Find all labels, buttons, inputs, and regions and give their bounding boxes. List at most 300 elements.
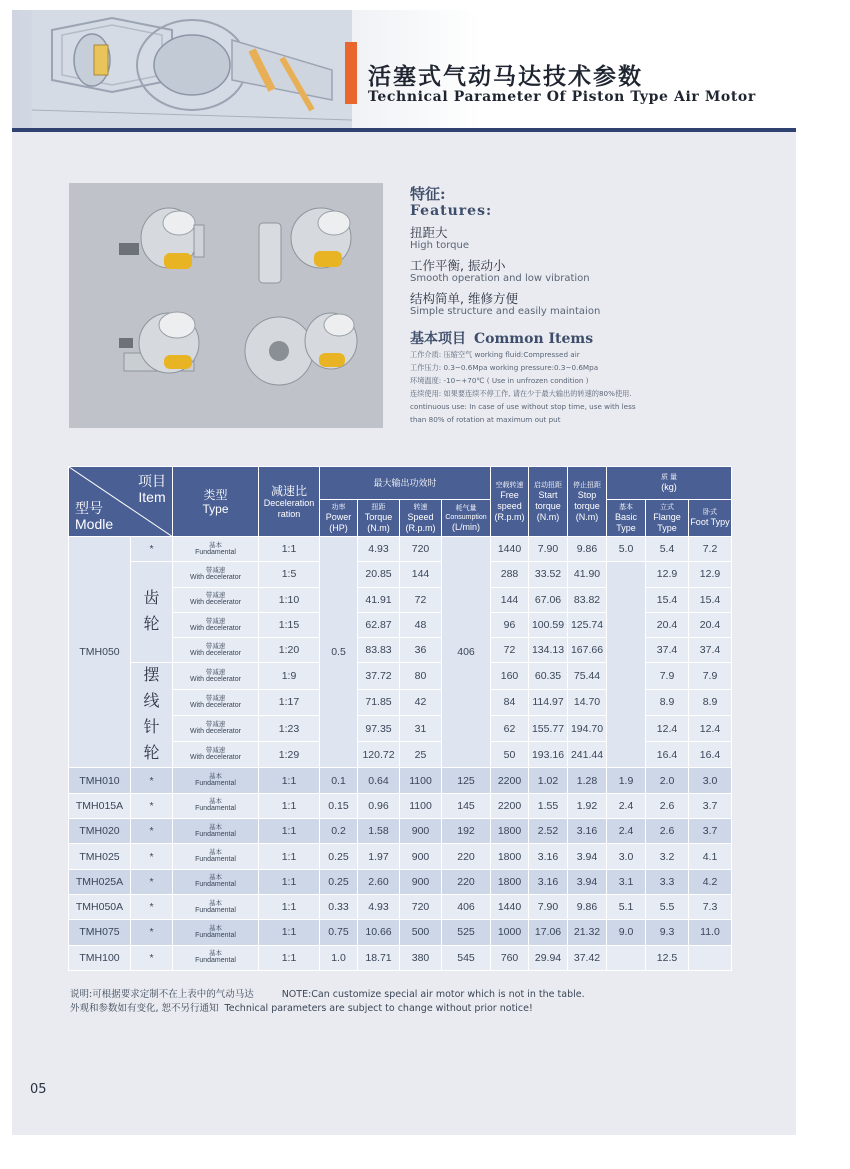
start-torque-cell: 100.59: [529, 612, 568, 637]
speed-cell: 1100: [400, 768, 442, 793]
torque-cell: 120.72: [358, 742, 400, 768]
table-row: [69, 768, 732, 793]
type-cell: [173, 689, 259, 715]
table-row: [69, 562, 732, 587]
start-torque-cell: 1.55: [529, 793, 568, 818]
start-torque-cell: 60.35: [529, 663, 568, 689]
stop-torque-cell: 1.28: [568, 768, 607, 793]
type-cell: [173, 793, 259, 818]
torque-cell: 4.93: [358, 894, 400, 919]
header-flange-cn: 立式: [660, 503, 674, 511]
stop-torque-cell: 41.90: [568, 562, 607, 587]
header-weight-unit: (kg): [661, 482, 677, 492]
basic-weight-cell: 5.1: [607, 894, 646, 919]
model-cell: TMH015A: [69, 793, 131, 818]
header-stop-torque: [568, 467, 607, 537]
common-item-line: 工作压力: 0.3~0.6Mpa working pressure:0.3~0.6Mpa: [410, 363, 599, 372]
note-line-1: [70, 988, 585, 1002]
ratio-cell: 1:1: [259, 819, 320, 844]
stop-torque-cell: 1.92: [568, 793, 607, 818]
type-cn: 带减速: [205, 721, 226, 729]
gear-label-char: 齿: [143, 590, 160, 608]
type-en: With decelerator: [190, 754, 241, 762]
start-torque-cell: 134.13: [529, 638, 568, 663]
common-items-heading-cn: 基本项目: [410, 331, 466, 347]
header-free-unit: (R.p.m): [494, 511, 525, 522]
header-torque-unit: (N.m): [367, 522, 390, 533]
air-cell: 545: [442, 945, 491, 970]
header-air-unit: (L/min): [451, 521, 480, 532]
free-speed-cell: 72: [491, 638, 529, 663]
ratio-cell: 1:1: [259, 844, 320, 869]
start-torque-cell: 29.94: [529, 945, 568, 970]
type-en: Fundamental: [195, 957, 236, 965]
start-torque-cell: 193.16: [529, 742, 568, 768]
type-cell: [173, 638, 259, 663]
table-row: [69, 945, 732, 970]
feature-item: [410, 291, 790, 318]
page-title-en: Technical Parameter Of Piston Type Air Motor: [368, 89, 756, 105]
ratio-cell: 1:10: [259, 587, 320, 612]
model-cell: TMH020: [69, 819, 131, 844]
header-start-en: Start torque: [535, 489, 561, 511]
ratio-cell: 1:1: [259, 945, 320, 970]
free-speed-cell: 160: [491, 663, 529, 689]
speed-cell: 380: [400, 945, 442, 970]
foot-weight-cell: 12.4: [689, 715, 732, 741]
flange-weight-cell: 20.4: [646, 612, 689, 637]
header-power-unit: (HP): [329, 522, 348, 533]
free-speed-cell: 50: [491, 742, 529, 768]
type-cn: 带减速: [205, 694, 226, 702]
flange-weight-cell: 9.3: [646, 920, 689, 945]
header-max-output: [320, 467, 491, 500]
start-torque-cell: 114.97: [529, 689, 568, 715]
header-speed-unit: (R.p.m): [405, 522, 436, 533]
type-cell: [173, 894, 259, 919]
type-cn: 基本: [209, 924, 222, 932]
stop-torque-cell: 241.44: [568, 742, 607, 768]
table-row: [69, 819, 732, 844]
type-en: With decelerator: [190, 649, 241, 657]
speed-cell: 31: [400, 715, 442, 741]
features-heading-en: Features:: [410, 203, 493, 219]
free-speed-cell: 1800: [491, 819, 529, 844]
parameter-table: [68, 466, 732, 971]
header-model-item: [69, 467, 173, 537]
flange-weight-cell: 7.9: [646, 663, 689, 689]
torque-cell: 41.91: [358, 587, 400, 612]
speed-cell: 72: [400, 587, 442, 612]
speed-cell: 36: [400, 638, 442, 663]
speed-cell: 42: [400, 689, 442, 715]
speed-cell: 500: [400, 920, 442, 945]
start-torque-cell: 155.77: [529, 715, 568, 741]
ratio-cell: 1:17: [259, 689, 320, 715]
header-start-cn: 启动扭距: [534, 481, 562, 489]
feature-item-cn: 工作平衡, 振动小: [410, 258, 506, 273]
basic-weight-cell: [607, 562, 646, 768]
header-foot-type: [689, 500, 732, 537]
common-items-heading: [410, 328, 790, 348]
free-speed-cell: 1440: [491, 894, 529, 919]
ratio-cell: 1:15: [259, 612, 320, 637]
header-weight: [607, 467, 732, 500]
header-ratio: [259, 467, 320, 537]
header-model-cn: 型号: [75, 500, 103, 516]
table-row: [69, 793, 732, 818]
note-2-cn: 外观和参数如有变化, 恕不另行通知: [70, 1003, 219, 1014]
header-air-en: Consumption: [445, 513, 487, 521]
speed-cell: 900: [400, 869, 442, 894]
power-cell: 0.1: [320, 768, 358, 793]
torque-cell: 2.60: [358, 869, 400, 894]
catalog-page: [12, 10, 796, 1135]
header-basic-en: Basic Type: [614, 511, 637, 533]
flange-weight-cell: 8.9: [646, 689, 689, 715]
speed-cell: 900: [400, 844, 442, 869]
header-foot-cn: 卧式: [703, 509, 717, 516]
type-en: With decelerator: [190, 573, 241, 581]
header-max-output-cn: 最大输出功效时: [373, 477, 437, 488]
page-number: 05: [30, 1082, 47, 1097]
type-cn: 基本: [209, 823, 222, 831]
header-type-en: Type: [202, 501, 229, 516]
header-ratio-en: Deceleration ration: [263, 497, 315, 519]
power-cell: 0.75: [320, 920, 358, 945]
torque-cell: 71.85: [358, 689, 400, 715]
basic-weight-cell: 2.4: [607, 819, 646, 844]
header-torque-cn: 扭距: [371, 503, 386, 511]
common-item-line: 工作介质: 压缩空气 working fluid:Compressed air: [410, 350, 580, 359]
foot-weight-cell: 7.2: [689, 537, 732, 562]
type-cell: [173, 869, 259, 894]
free-speed-cell: 1800: [491, 844, 529, 869]
flange-weight-cell: 5.5: [646, 894, 689, 919]
type-en: Fundamental: [195, 805, 236, 813]
type-cell: [173, 663, 259, 689]
free-speed-cell: 2200: [491, 768, 529, 793]
header-power-cn: 功率: [331, 503, 346, 511]
type-cell: [173, 742, 259, 768]
air-cell: 525: [442, 920, 491, 945]
type-cell: [173, 945, 259, 970]
speed-cell: 720: [400, 537, 442, 562]
basic-weight-cell: [607, 945, 646, 970]
start-torque-cell: 1.02: [529, 768, 568, 793]
type-en: With decelerator: [190, 675, 241, 683]
model-cell: TMH100: [69, 945, 131, 970]
header-speed-cn: 转速: [413, 503, 428, 511]
air-cell: 220: [442, 869, 491, 894]
torque-cell: 1.97: [358, 844, 400, 869]
feature-item-en: High torque: [410, 240, 469, 251]
table-row: [69, 537, 732, 562]
table-row: [69, 920, 732, 945]
gear-label-char: 摆: [143, 667, 160, 685]
type-cn: 基本: [209, 899, 222, 907]
power-cell: 0.2: [320, 819, 358, 844]
power-cell: 0.25: [320, 844, 358, 869]
model-cell: TMH025: [69, 844, 131, 869]
torque-cell: 62.87: [358, 612, 400, 637]
type-cn: 基本: [209, 798, 222, 806]
power-cell: 0.33: [320, 894, 358, 919]
table-row: [69, 844, 732, 869]
feature-item: [410, 258, 790, 285]
stop-torque-cell: 125.74: [568, 612, 607, 637]
model-cell: TMH075: [69, 920, 131, 945]
common-items-heading-en: Common Items: [474, 331, 594, 347]
feature-item-en: Simple structure and easily maintaion: [410, 306, 601, 317]
gear-label-char: 线: [143, 693, 160, 711]
type-cell: [173, 612, 259, 637]
type-en: Fundamental: [195, 931, 236, 939]
type-cn: 基本: [209, 773, 222, 781]
air-cell: 145: [442, 793, 491, 818]
ratio-cell: 1:1: [259, 793, 320, 818]
table-row: [69, 869, 732, 894]
start-torque-cell: 3.16: [529, 869, 568, 894]
gear-label-char: 轮: [143, 745, 160, 763]
type-cell: [173, 587, 259, 612]
ratio-cell: 1:1: [259, 920, 320, 945]
header-stop-en: Stop torque: [574, 489, 600, 511]
item-star: *: [131, 945, 173, 970]
stop-torque-cell: 9.86: [568, 537, 607, 562]
foot-weight-cell: [689, 945, 732, 970]
type-en: With decelerator: [190, 701, 241, 709]
free-speed-cell: 2200: [491, 793, 529, 818]
foot-weight-cell: 8.9: [689, 689, 732, 715]
header-speed: [400, 500, 442, 537]
cycloid-label-cell: [131, 663, 173, 768]
free-speed-cell: 288: [491, 562, 529, 587]
flange-weight-cell: 3.2: [646, 844, 689, 869]
header-free-speed: [491, 467, 529, 537]
header-item-cn: 项目: [138, 473, 166, 489]
air-cell: 125: [442, 768, 491, 793]
stop-torque-cell: 83.82: [568, 587, 607, 612]
item-star: *: [131, 819, 173, 844]
speed-cell: 25: [400, 742, 442, 768]
type-cn: 基本: [209, 950, 222, 958]
type-cell: [173, 844, 259, 869]
header-model-en: Modle: [75, 516, 114, 532]
stop-torque-cell: 9.86: [568, 894, 607, 919]
foot-weight-cell: 4.1: [689, 844, 732, 869]
model-cell: TMH025A: [69, 869, 131, 894]
type-cn: 带减速: [205, 747, 226, 755]
note-line-2: [70, 1002, 585, 1016]
features-section: [410, 186, 790, 426]
flange-weight-cell: 2.0: [646, 768, 689, 793]
header-divider: [12, 128, 796, 132]
header-ratio-cn: 减速比: [270, 483, 307, 498]
type-cn: 基本: [209, 849, 222, 857]
basic-weight-cell: 2.4: [607, 793, 646, 818]
foot-weight-cell: 3.7: [689, 819, 732, 844]
product-photo: [69, 183, 383, 428]
start-torque-cell: 33.52: [529, 562, 568, 587]
start-torque-cell: 17.06: [529, 920, 568, 945]
type-cn: 带减速: [205, 668, 226, 676]
feature-item-en: Smooth operation and low vibration: [410, 273, 590, 284]
header-power: [320, 500, 358, 537]
ratio-cell: 1:9: [259, 663, 320, 689]
gear-label-char: 轮: [143, 616, 160, 634]
free-speed-cell: 144: [491, 587, 529, 612]
type-cell: [173, 562, 259, 587]
features-heading-cn: 特征:: [410, 185, 446, 203]
type-cell: [173, 715, 259, 741]
torque-cell: 18.71: [358, 945, 400, 970]
free-speed-cell: 84: [491, 689, 529, 715]
air-cell: 406: [442, 537, 491, 768]
foot-weight-cell: 3.0: [689, 768, 732, 793]
ratio-cell: 1:1: [259, 537, 320, 562]
note-1-cn: 说明:可根据要求定制不在上表中的气动马达: [70, 989, 254, 1000]
item-star: *: [131, 793, 173, 818]
type-en: With decelerator: [190, 728, 241, 736]
flange-weight-cell: 5.4: [646, 537, 689, 562]
item-star: *: [131, 768, 173, 793]
table-notes: [70, 988, 585, 1016]
foot-weight-cell: 20.4: [689, 612, 732, 637]
air-cell: 220: [442, 844, 491, 869]
common-item-line: continuous use: In case of use without stop time, use with less: [410, 402, 636, 411]
stop-torque-cell: 75.44: [568, 663, 607, 689]
free-speed-cell: 96: [491, 612, 529, 637]
note-1-en: NOTE:Can customize special air motor which is not in the table.: [281, 989, 585, 1000]
ratio-cell: 1:1: [259, 768, 320, 793]
common-item-line: 环境温度: -10~+70℃ ( Use in unfrozen condition ): [410, 376, 589, 385]
header-weight-cn: 质 量: [661, 474, 677, 481]
stop-torque-cell: 3.94: [568, 844, 607, 869]
header-stop-unit: (N.m): [575, 511, 599, 522]
air-cell: 406: [442, 894, 491, 919]
stop-torque-cell: 3.16: [568, 819, 607, 844]
header-flange-en: Flange Type: [653, 511, 681, 533]
torque-cell: 4.93: [358, 537, 400, 562]
item-star: *: [131, 537, 173, 562]
flange-weight-cell: 2.6: [646, 793, 689, 818]
header-type-cn: 类型: [203, 487, 228, 502]
air-cell: 192: [442, 819, 491, 844]
page-title-cn: 活塞式气动马达技术参数: [368, 63, 643, 90]
ratio-cell: 1:1: [259, 869, 320, 894]
header-start-unit: (N.m): [536, 511, 560, 522]
foot-weight-cell: 11.0: [689, 920, 732, 945]
type-en: With decelerator: [190, 599, 241, 607]
header-torque: [358, 500, 400, 537]
item-star: *: [131, 894, 173, 919]
start-torque-cell: 3.16: [529, 844, 568, 869]
type-en: Fundamental: [195, 906, 236, 914]
flange-weight-cell: 2.6: [646, 819, 689, 844]
type-en: Fundamental: [195, 548, 236, 556]
basic-weight-cell: 1.9: [607, 768, 646, 793]
stop-torque-cell: 14.70: [568, 689, 607, 715]
header-accent-bar: [345, 42, 357, 104]
type-en: Fundamental: [195, 881, 236, 889]
common-item-line: 连续使用: 如果要连续不停工作, 请在少于最大输出的转速的80%使用.: [410, 389, 632, 398]
foot-weight-cell: 4.2: [689, 869, 732, 894]
stop-torque-cell: 37.42: [568, 945, 607, 970]
free-speed-cell: 1800: [491, 869, 529, 894]
flange-weight-cell: 16.4: [646, 742, 689, 768]
type-cell: [173, 819, 259, 844]
stop-torque-cell: 167.66: [568, 638, 607, 663]
item-star: *: [131, 844, 173, 869]
stop-torque-cell: 3.94: [568, 869, 607, 894]
speed-cell: 80: [400, 663, 442, 689]
free-speed-cell: 1000: [491, 920, 529, 945]
torque-cell: 1.58: [358, 819, 400, 844]
foot-weight-cell: 15.4: [689, 587, 732, 612]
type-cn: 带减速: [205, 617, 226, 625]
torque-cell: 83.83: [358, 638, 400, 663]
power-cell: 0.15: [320, 793, 358, 818]
power-cell: 1.0: [320, 945, 358, 970]
torque-cell: 0.64: [358, 768, 400, 793]
ratio-cell: 1:23: [259, 715, 320, 741]
flange-weight-cell: 3.3: [646, 869, 689, 894]
header-speed-en: Speed: [407, 511, 434, 522]
start-torque-cell: 7.90: [529, 537, 568, 562]
header-free-cn: 空载转速: [495, 481, 524, 489]
ratio-cell: 1:1: [259, 894, 320, 919]
type-cn: 基本: [209, 874, 222, 882]
header-free-en: Free speed: [497, 489, 522, 511]
start-torque-cell: 2.52: [529, 819, 568, 844]
item-star: *: [131, 869, 173, 894]
type-en: With decelerator: [190, 624, 241, 632]
motor-drawing-illustration: [32, 10, 352, 128]
type-cn: 带减速: [205, 642, 226, 650]
type-en: Fundamental: [195, 830, 236, 838]
model-cell: TMH010: [69, 768, 131, 793]
flange-weight-cell: 12.9: [646, 562, 689, 587]
header-power-en: Power: [325, 511, 352, 522]
type-cn: 基本: [209, 541, 222, 549]
model-cell: TMH050: [69, 537, 131, 768]
foot-weight-cell: 3.7: [689, 793, 732, 818]
gear-label-char: 针: [143, 719, 160, 737]
header-item-en: Item: [138, 489, 166, 505]
header-start-torque: [529, 467, 568, 537]
free-speed-cell: 760: [491, 945, 529, 970]
free-speed-cell: 62: [491, 715, 529, 741]
speed-cell: 48: [400, 612, 442, 637]
speed-cell: 144: [400, 562, 442, 587]
table-row: [69, 894, 732, 919]
header-flange-type: [646, 500, 689, 537]
ratio-cell: 1:5: [259, 562, 320, 587]
type-cn: 带减速: [205, 592, 226, 600]
power-cell: 0.5: [320, 537, 358, 768]
foot-weight-cell: 7.9: [689, 663, 732, 689]
stop-torque-cell: 21.32: [568, 920, 607, 945]
type-cell: [173, 768, 259, 793]
torque-cell: 10.66: [358, 920, 400, 945]
header-air-cn: 耗气量: [455, 504, 477, 512]
common-item-line: than 80% of rotation at maximum out put: [410, 415, 561, 424]
start-torque-cell: 67.06: [529, 587, 568, 612]
type-cell: [173, 920, 259, 945]
flange-weight-cell: 12.5: [646, 945, 689, 970]
flange-weight-cell: 37.4: [646, 638, 689, 663]
